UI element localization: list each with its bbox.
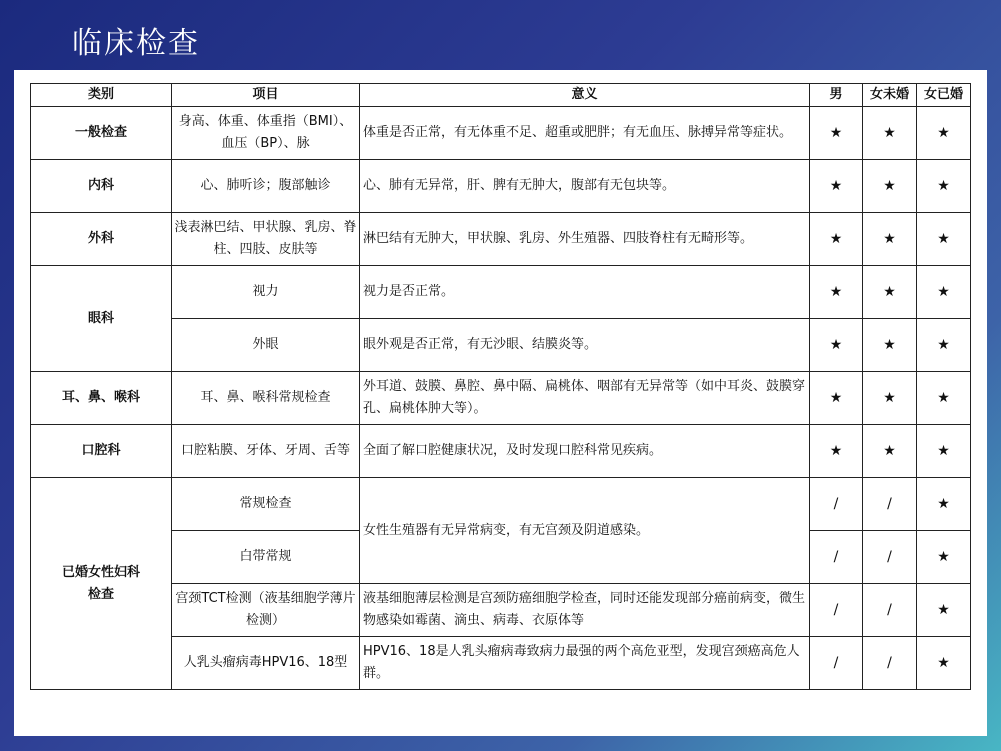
table-row: [31, 478, 971, 531]
meaning-cell: 体重是否正常，有无体重不足、超重或肥胖；有无血压、脉搏异常等症状。: [360, 107, 810, 160]
male-mark: /: [810, 637, 863, 690]
table-row: [31, 584, 971, 637]
table-header-row: [31, 84, 971, 107]
table-row: [31, 160, 971, 213]
table-row: [31, 637, 971, 690]
item-cell: 浅表淋巴结、甲状腺、乳房、脊柱、四肢、皮肤等: [172, 213, 360, 266]
category-cell: 眼科: [31, 266, 172, 372]
unmarried-mark: ★: [863, 266, 917, 319]
married-mark: ★: [917, 107, 971, 160]
male-mark: ★: [810, 107, 863, 160]
male-mark: /: [810, 584, 863, 637]
item-cell: 口腔粘膜、牙体、牙周、舌等: [172, 425, 360, 478]
header-male: 男: [810, 84, 863, 107]
unmarried-mark: /: [863, 478, 917, 531]
unmarried-mark: ★: [863, 319, 917, 372]
table-row: [31, 372, 971, 425]
content-panel: [14, 70, 987, 736]
table-row: [31, 107, 971, 160]
item-cell: 心、肺听诊；腹部触诊: [172, 160, 360, 213]
unmarried-mark: ★: [863, 372, 917, 425]
header-category: 类别: [31, 84, 172, 107]
meaning-cell: 外耳道、鼓膜、鼻腔、鼻中隔、扁桃体、咽部有无异常等（如中耳炎、鼓膜穿孔、扁桃体肿大等）。: [360, 372, 810, 425]
married-mark: ★: [917, 319, 971, 372]
unmarried-mark: ★: [863, 425, 917, 478]
married-mark: ★: [917, 531, 971, 584]
married-mark: ★: [917, 372, 971, 425]
meaning-cell: 视力是否正常。: [360, 266, 810, 319]
married-mark: ★: [917, 425, 971, 478]
header-meaning: 意义: [360, 84, 810, 107]
meaning-cell: HPV16、18是人乳头瘤病毒致病力最强的两个高危亚型，发现宫颈癌高危人群。: [360, 637, 810, 690]
table-row: [31, 213, 971, 266]
category-cell: 已婚女性妇科检查: [31, 478, 172, 690]
male-mark: ★: [810, 425, 863, 478]
page-title: 临床检查: [72, 26, 200, 61]
male-mark: /: [810, 478, 863, 531]
header-married-female: 女已婚: [917, 84, 971, 107]
meaning-cell: 女性生殖器有无异常病变，有无宫颈及阴道感染。: [360, 478, 810, 584]
married-mark: ★: [917, 160, 971, 213]
item-cell: 宫颈TCT检测（液基细胞学薄片检测）: [172, 584, 360, 637]
item-cell: 耳、鼻、喉科常规检查: [172, 372, 360, 425]
category-cell: 外科: [31, 213, 172, 266]
category-cell: 一般检查: [31, 107, 172, 160]
male-mark: ★: [810, 372, 863, 425]
category-cell: 耳、鼻、喉科: [31, 372, 172, 425]
married-mark: ★: [917, 637, 971, 690]
meaning-cell: 淋巴结有无肿大，甲状腺、乳房、外生殖器、四肢脊柱有无畸形等。: [360, 213, 810, 266]
married-mark: ★: [917, 266, 971, 319]
clinical-exam-table: [30, 83, 971, 690]
male-mark: ★: [810, 213, 863, 266]
table-row: [31, 319, 971, 372]
item-cell: 人乳头瘤病毒HPV16、18型: [172, 637, 360, 690]
male-mark: ★: [810, 160, 863, 213]
married-mark: ★: [917, 584, 971, 637]
meaning-cell: 液基细胞薄层检测是宫颈防癌细胞学检查，同时还能发现部分癌前病变，微生物感染如霉菌、滴虫、病毒、衣原体等: [360, 584, 810, 637]
meaning-cell: 眼外观是否正常，有无沙眼、结膜炎等。: [360, 319, 810, 372]
male-mark: /: [810, 531, 863, 584]
item-cell: 外眼: [172, 319, 360, 372]
unmarried-mark: /: [863, 637, 917, 690]
item-cell: 常规检查: [172, 478, 360, 531]
table-row: [31, 266, 971, 319]
table-row: [31, 425, 971, 478]
male-mark: ★: [810, 266, 863, 319]
married-mark: ★: [917, 478, 971, 531]
item-cell: 身高、体重、体重指（BMI）、血压（BP）、脉: [172, 107, 360, 160]
item-cell: 视力: [172, 266, 360, 319]
unmarried-mark: /: [863, 584, 917, 637]
unmarried-mark: /: [863, 531, 917, 584]
male-mark: ★: [810, 319, 863, 372]
meaning-cell: 全面了解口腔健康状况，及时发现口腔科常见疾病。: [360, 425, 810, 478]
item-cell: 白带常规: [172, 531, 360, 584]
unmarried-mark: ★: [863, 213, 917, 266]
meaning-cell: 心、肺有无异常，肝、脾有无肿大，腹部有无包块等。: [360, 160, 810, 213]
header-item: 项目: [172, 84, 360, 107]
category-cell: 口腔科: [31, 425, 172, 478]
unmarried-mark: ★: [863, 107, 917, 160]
category-cell: 内科: [31, 160, 172, 213]
header-unmarried-female: 女未婚: [863, 84, 917, 107]
married-mark: ★: [917, 213, 971, 266]
unmarried-mark: ★: [863, 160, 917, 213]
